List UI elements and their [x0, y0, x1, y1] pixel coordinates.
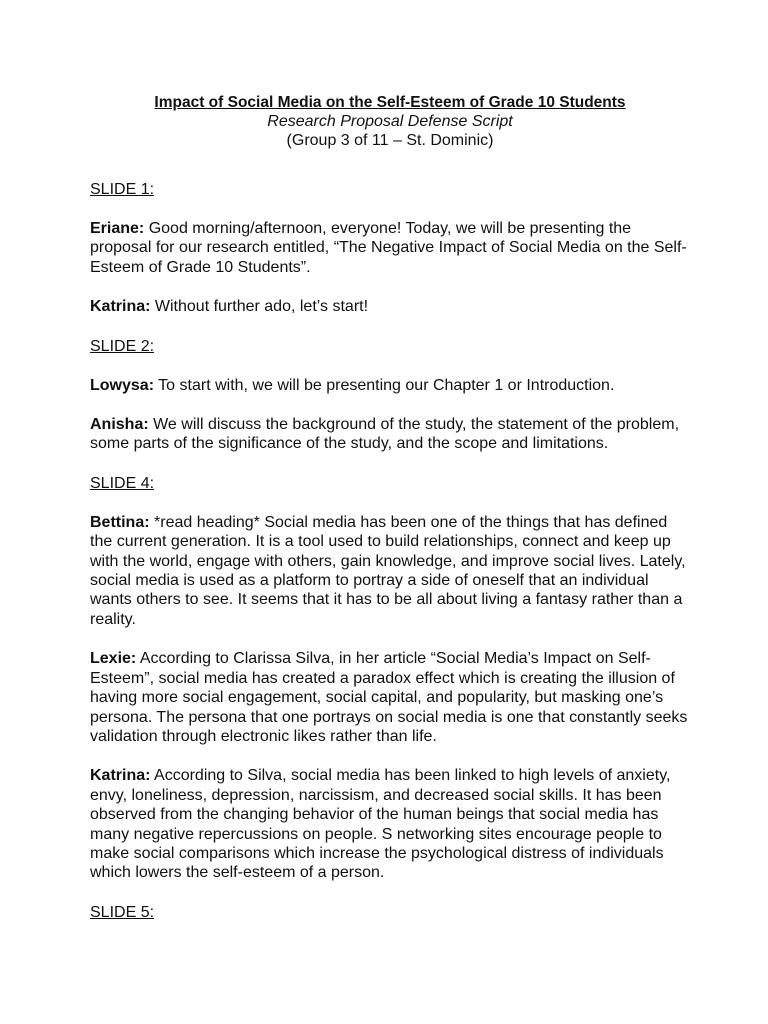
speaker-text: We will discuss the background of the study, the statement of the problem, some parts of the significance of the study, and the scope and limitations. — [90, 416, 680, 453]
speaker-paragraph — [90, 649, 690, 746]
speaker-text: To start with, we will be presenting our Chapter 1 or Introduction. — [154, 376, 615, 394]
speaker-name: Katrina: — [90, 767, 151, 785]
slide-heading: SLIDE 2: — [90, 337, 155, 355]
slide-heading: SLIDE 1: — [90, 181, 155, 198]
document-title: Impact of Social Media on the Self-Esteem of Grade 10 Students — [154, 94, 626, 111]
speaker-name: Eriane: — [90, 220, 145, 237]
speaker-paragraph — [90, 376, 690, 395]
speaker-name: Bettina: — [90, 513, 150, 531]
speaker-text: Without further ado, let’s start! — [150, 298, 369, 316]
speaker-text: According to Clarissa Silva, in her article “Social Media’s Impact on Self-Esteem”, social media has created a paradox effect which is creating the illusion of having more social engagement, social capital, and popularity, but masking one’s persona. The persona that one portrays on social media is one that constantly seeks validation through electronic likes rather than life. — [90, 650, 688, 745]
speaker-name: Anisha: — [90, 416, 149, 434]
speaker-paragraph — [90, 766, 690, 882]
speaker-name: Lowysa: — [90, 376, 155, 394]
speaker-text: According to Silva, social media has been linked to high levels of anxiety, envy, loneliness, depression, narcissism, and decreased social skills. It has been observed from the changing behavior of the human beings that social media has many negative repercussions on people. S networking sites encourage people to make social comparisons which increase the psychological distress of individuals which lowers the self-esteem of a person. — [90, 767, 671, 882]
speaker-paragraph — [90, 415, 690, 454]
speaker-paragraph — [90, 219, 690, 277]
title-block — [90, 93, 690, 150]
speaker-paragraph — [90, 513, 690, 629]
speaker-name: Lexie: — [90, 650, 137, 668]
slide-heading: SLIDE 4: — [90, 474, 155, 492]
document-group-line: (Group 3 of 11 – St. Dominic) — [286, 132, 494, 149]
speaker-text: *read heading* Social media has been one of the things that has defined the current generation. It is a tool used to build relationships, connect and keep up with the world, engage with others, gain knowledge, and improve social lives. Lately, social media is used as a platform to portray a side of oneself that an individual wants others to see. It seems that it has to be all about living a fantasy rather than a reality. — [90, 513, 686, 628]
speaker-text: Good morning/afternoon, everyone! Today, we will be presenting the proposal for our research entitled, “The Negative Impact of Social Media on the Self-Esteem of Grade 10 Students”. — [90, 220, 687, 276]
document-page — [90, 93, 690, 922]
speaker-name: Katrina: — [90, 298, 151, 316]
speaker-paragraph — [90, 297, 690, 316]
slide-heading: SLIDE 5: — [90, 903, 155, 921]
document-subtitle: Research Proposal Defense Script — [267, 113, 513, 130]
